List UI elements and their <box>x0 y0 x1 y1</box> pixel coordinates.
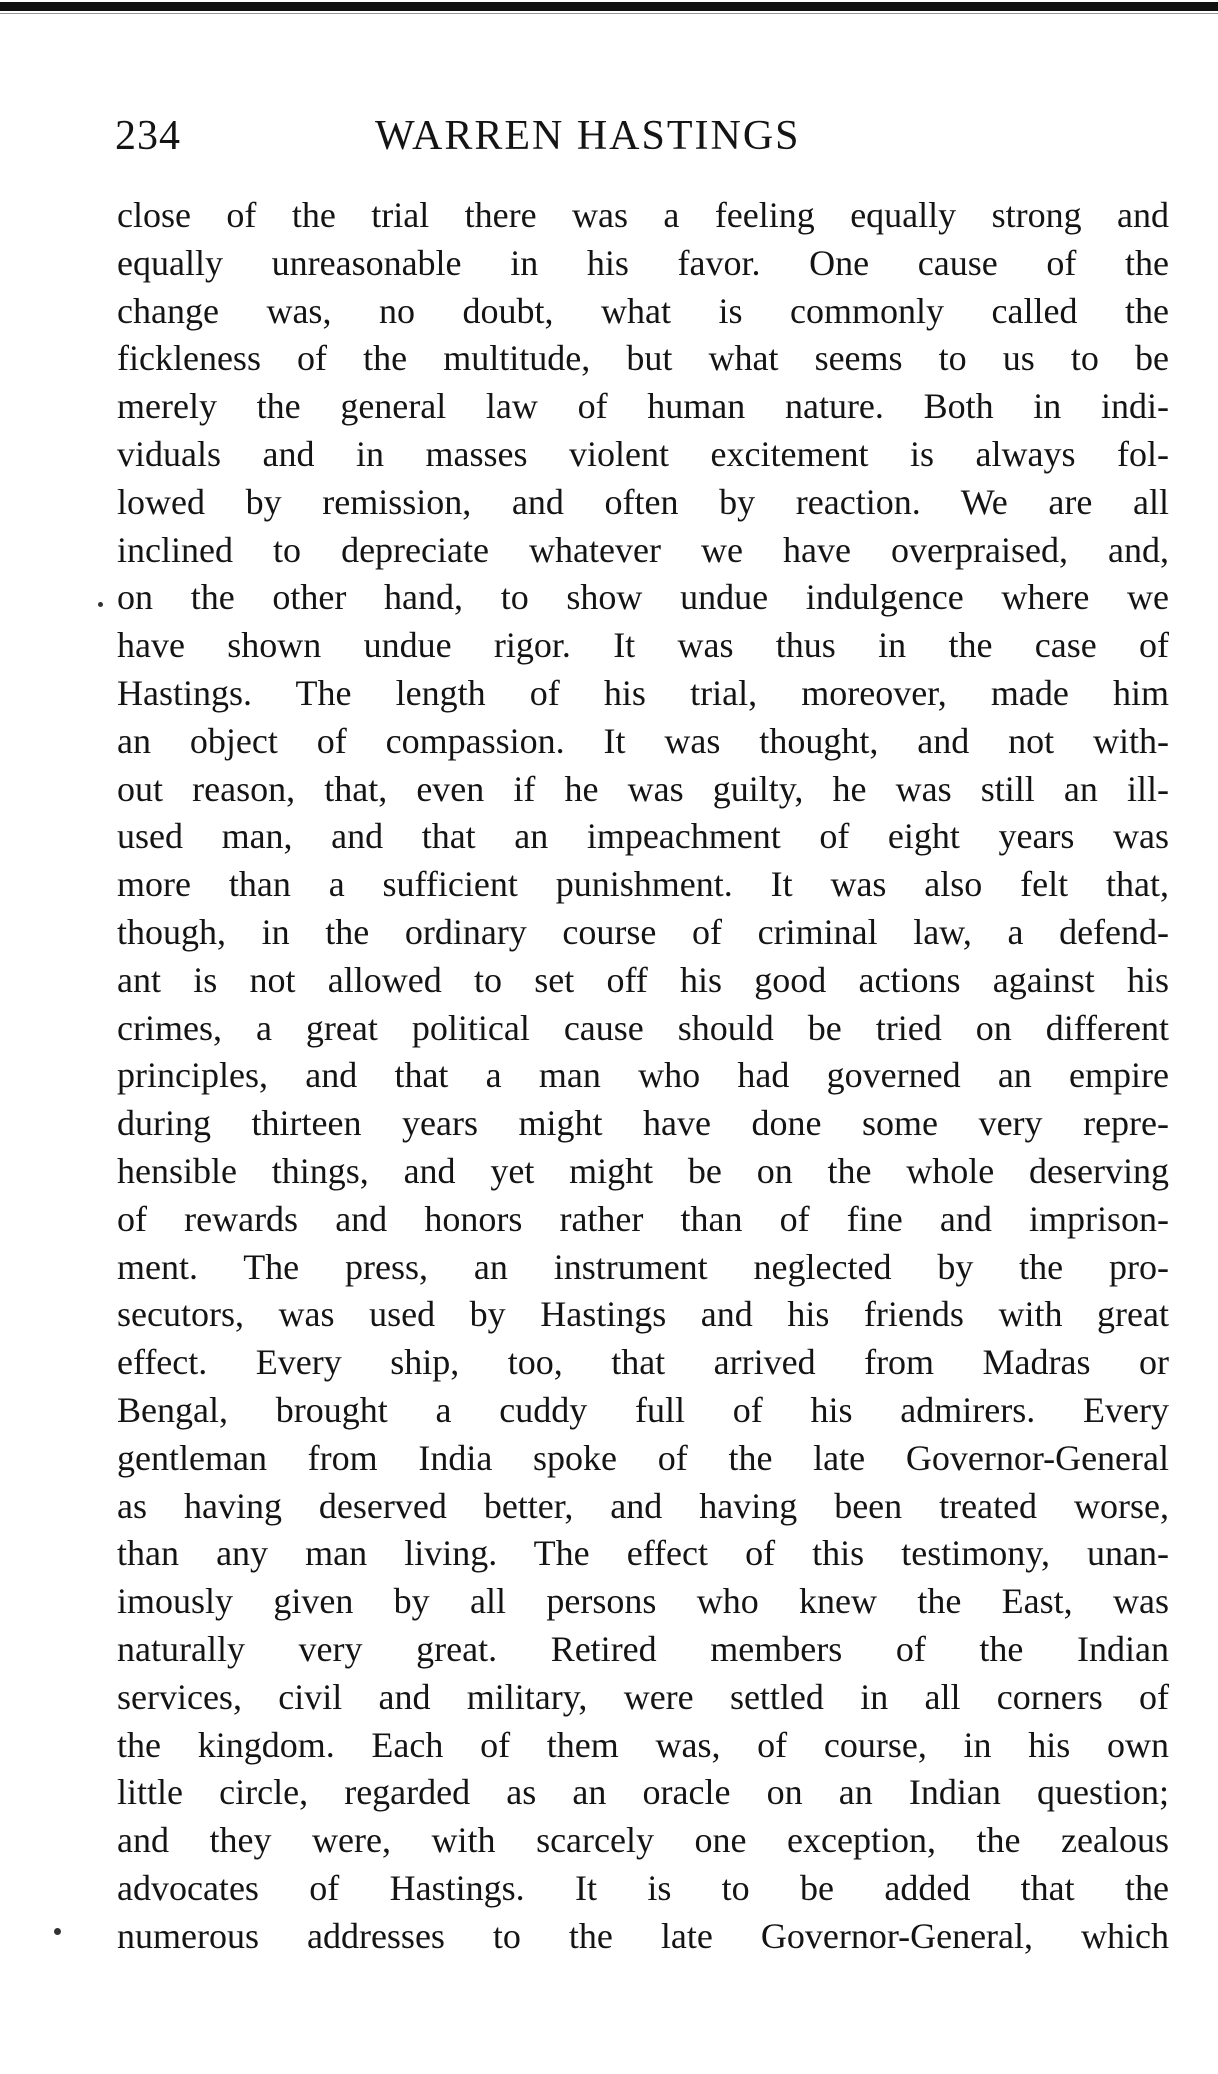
text-line: services, civil and military, were settled in all corners of <box>117 1676 1169 1717</box>
text-line: ant is not allowed to set off his good actions against his <box>117 959 1169 1000</box>
text-line: merely the general law of human nature. Both in indi- <box>117 386 1169 427</box>
top-border-rule <box>0 2 1218 11</box>
text-line: ment. The press, an instrument neglected by the pro- <box>117 1246 1169 1287</box>
text-line: naturally very great. Retired members of the Indian <box>117 1628 1169 1669</box>
text-line: of rewards and honors rather than of fine and imprison- <box>117 1198 1169 1239</box>
page-number: 234 <box>115 113 181 159</box>
text-line: than any man living. The effect of this testimony, unan- <box>117 1533 1169 1574</box>
text-line: gentleman from India spoke of the late Governor-General <box>117 1437 1169 1478</box>
running-title: WARREN HASTINGS <box>375 113 801 159</box>
text-line: used man, and that an impeachment of eight years was <box>117 816 1169 857</box>
text-line: effect. Every ship, too, that arrived from Madras or <box>117 1342 1169 1383</box>
text-line: lowed by remission, and often by reaction. We are all <box>117 481 1169 522</box>
text-line: viduals and in masses violent excitement is always fol- <box>117 433 1169 474</box>
margin-speck <box>98 602 103 607</box>
body-text <box>117 192 1169 1960</box>
text-line: hensible things, and yet might be on the whole deserving <box>117 1150 1169 1191</box>
text-line: crimes, a great political cause should be tried on different <box>117 1007 1169 1048</box>
text-line: fickleness of the multitude, but what seems to us to be <box>117 338 1169 379</box>
text-line: and they were, with scarcely one exception, the zealous <box>117 1820 1169 1861</box>
text-line: Hastings. The length of his trial, moreover, made him <box>117 672 1169 713</box>
text-line: out reason, that, even if he was guilty, he was still an ill- <box>117 768 1169 809</box>
text-line: advocates of Hastings. It is to be added that the <box>117 1867 1169 1908</box>
text-line: though, in the ordinary course of criminal law, a defend- <box>117 911 1169 952</box>
text-line: inclined to depreciate whatever we have overpraised, and, <box>117 529 1169 570</box>
text-line: equally unreasonable in his favor. One cause of the <box>117 242 1169 283</box>
margin-speck <box>54 1928 61 1935</box>
text-line: as having deserved better, and having been treated worse, <box>117 1485 1169 1526</box>
text-line: on the other hand, to show undue indulgence where we <box>117 577 1169 618</box>
text-line: have shown undue rigor. It was thus in the case of <box>117 625 1169 666</box>
text-line: more than a sufficient punishment. It was also felt that, <box>117 864 1169 905</box>
text-line: close of the trial there was a feeling equally strong and <box>117 195 1169 235</box>
page-header <box>115 108 1175 164</box>
text-line: numerous addresses to the late Governor-General, which <box>117 1915 1169 1956</box>
text-line: during thirteen years might have done some very repre- <box>117 1103 1169 1144</box>
text-line: change was, no doubt, what is commonly called the <box>117 290 1169 331</box>
text-line: the kingdom. Each of them was, of course, in his own <box>117 1724 1169 1765</box>
text-line: Bengal, brought a cuddy full of his admirers. Every <box>117 1389 1169 1430</box>
text-line: imously given by all persons who knew the East, was <box>117 1581 1169 1622</box>
top-border-hairline <box>0 13 1218 14</box>
text-line: secutors, was used by Hastings and his friends with great <box>117 1294 1169 1335</box>
text-line: an object of compassion. It was thought, and not with- <box>117 720 1169 761</box>
text-line: principles, and that a man who had governed an empire <box>117 1055 1169 1096</box>
text-line: little circle, regarded as an oracle on an Indian question; <box>117 1772 1169 1813</box>
